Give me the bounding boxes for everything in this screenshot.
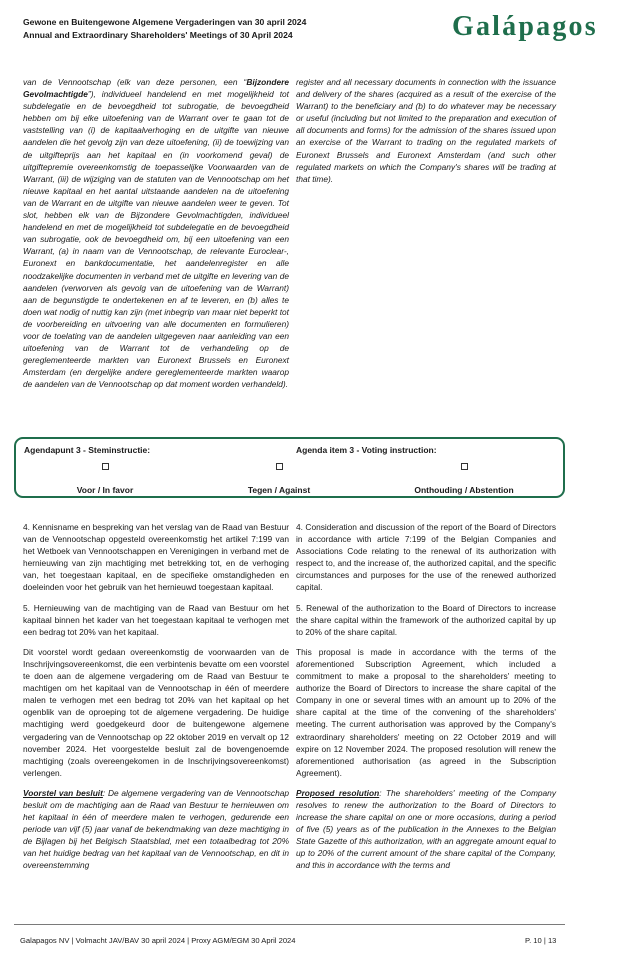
voting-instruction-box <box>14 437 565 498</box>
english-column <box>296 521 556 880</box>
vote-against-label: Tegen / Against <box>247 485 311 495</box>
voting-heading-english: Agenda item 3 - Voting instruction: <box>296 445 437 455</box>
proposal-explanation-en: This proposal is made in accordance with the terms of the aforementioned Subscription Agreement, which included a commitment to make a proposal to the shareholders' meeting to authorize the Board of Directors to increase the share capital of the Company in one or several times with an amount up to 20% of the share capital at the time of the convening of the shareholders' meeting. The current authorisation was approved by the Company's extraordinary shareholders' meeting on 22 October 2019 and will expire on 12 November 2024. The proposed resolution will renew the aforementioned authorisation (as agreed in the Subscription Agreement). <box>296 646 556 778</box>
proposed-resolution-nl <box>23 787 289 872</box>
header-title-english: Annual and Extraordinary Shareholders' Meetings of 30 April 2024 <box>23 29 293 40</box>
header-title-dutch: Gewone en Buitengewone Algemene Vergaderingen van 30 april 2024 <box>23 17 307 27</box>
agenda-item-4-en: 4. Consideration and discussion of the report of the Board of Directors in accordance with article 7:199 of the Belgian Companies and Associations Code relating to the renewal of its authorization with respect to, and the increase of, the authorized capital, and the specific circumstances and purposes for the use of the renewed authorized capital. <box>296 522 556 593</box>
special-attorney-term: Bijzondere Gevolmachtigde <box>23 77 289 100</box>
proposed-resolution-text-nl: : De algemene vergadering van de Vennootschap besluit om de machtiging aan de Raad van Bestuur te hernieuwen om het kapitaal in één of meerdere malen te verhogen, gedurende een periode van vijf (5) jaar vanaf de bekendmaking van deze machtiging in de Bijlagen bij het Belgisch Staatsblad, met een totaalbedrag tot 20% van het huidige bedrag van het kapitaal van de Vennootschap, en dit in overeenstemming <box>23 787 289 871</box>
vote-for-label: Voor / In favor <box>76 485 134 495</box>
page-number: P. 10 | 13 <box>525 936 557 945</box>
right-continued-text: register and all necessary documents in connection with the issuance and delivery of the shares (acquired as a result of the exercise of the Warrant) to the beneficiary and (b) to do whatever may be necessary or useful (including but not limited to the preparation and execution of all documents and forms) for the admission of the shares issued upon an exercise of the Warrant to trading on the regulated markets of Euronext Brussels and Euronext Amsterdam (and such other regulated markets on which the Company's shares will be trading at that time). <box>296 77 556 184</box>
vote-against-checkbox[interactable] <box>276 463 283 470</box>
footer-document-info: Galapagos NV | Volmacht JAV/BAV 30 april 2024 | Proxy AGM/EGM 30 April 2024 <box>20 936 296 945</box>
left-text-part-1: van de Vennootschap (elk van deze personen, een “ <box>23 77 247 87</box>
proposed-resolution-label-nl: Voorstel van besluit <box>23 787 103 798</box>
galapagos-logo: Galápagos <box>452 11 598 42</box>
proposal-explanation-nl: Dit voorstel wordt gedaan overeenkomstig de voorwaarden van de Inschrijvingsovereenkomst, die een verbintenis bevatte om een voorstel te doen aan de algemene vergadering om de Raad van Bestuur te machtigen om het kapitaal van de Vennootschap in één of meerdere malen te verhogen met een bedrag tot 20% van het kapitaal op het ogenblik van de oproeping tot de algemene vergadering. De huidige machtiging werd goedgekeurd door de buitengewone algemene vergadering van de Vennootschap op 22 oktober 2019 en vervalt op 12 november 2024. Het voorgestelde besluit zal de bovengenoemde machtiging (zoals overeengekomen in de Inschrijvingsovereenkomst) verlengen. <box>23 646 289 778</box>
proposed-resolution-text-en: : The shareholders' meeting of the Company resolves to renew the authorization to the Board of Directors to increase the share capital on one or more occasions, during a period of five (5) years as of the publication in the Annexes to the Belgian State Gazette of this authorization, with an aggregate amount equal to up to 20% of the current amount of the share capital of the Company, and this in accordance with the terms and <box>296 787 556 871</box>
vote-abstain-label: Onthouding / Abstention <box>414 485 514 495</box>
left-text-part-2: ”), individueel handelend en met mogelijkheid tot subdelegatie en de bevoegdheid tot subrogatie, de bevoegdheid hebben om bij elke uitoefening van de Warrant over te gaan tot de vaststelling van (i) de kapitaalverhoging en de uitgifte van nieuwe aandelen die het gevolg zijn van deze uitoefening, (ii) de toewijzing van de uitgifteprijs aan het kapitaal en (in voorkomend geval) de uitgiftepremie overeenkomstig de toepasselijke Voorwaarden van de Warrant, (iii) de wijziging van de statuten van de Vennootschap om het nieuwe kapitaal en het aantal uitstaande aandelen na de uitoefening van de Warrant en de uitgifte van nieuwe aandelen weer te geven. Tot slot, hebben elk van de Bijzondere Gevolmachtigden, individueel handelend en met de mogelijkheid tot subdelegatie en de bevoegdheid van subrogatie, ook de bevoegdheid om, bij een uitoefening van een Warrant, (a) in naam van de Vennootschap, de relevante Euroclear-, Euronext en bankdocumentatie, het aandelenregister en alle noodzakelijke documenten in verband met de uitgifte en levering van de aandelen (verworven als gevolg van de uitoefening van de Warrant) aan de begunstigde te ondertekenen en af te leveren, en (b) alles te doen wat nodig of nuttig kan zijn (met inbegrip van maar niet beperkt tot de voorbereiding en uitvoering van alle documenten en formulieren) voor de toelating van de aandelen uitgegeven naar aanleiding van een uitoefening van de Warrant tot de verhandeling op de gereglementeerde markten van Euronext Brussels en Euronext Amsterdam (en dergelijke andere gereglementeerde markten waarop de aandelen van de Vennootschap op dat moment worden verhandeld). <box>23 89 289 390</box>
document-header-title <box>23 16 306 41</box>
proposed-resolution-en <box>296 787 556 872</box>
agenda-item-4-nl: 4. Kennisname en bespreking van het verslag van de Raad van Bestuur van de Vennootschap opgesteld overeenkomstig het artikel 7:199 van het Wetboek van Vennootschappen en Verenigingen in verband met de hernieuwing van zijn machtiging met betrekking tot, en de verhoging van, het toegestaan kapitaal, en de specifieke omstandigheden en doeleinden voor het gebruik van het hernieuwd toegestaan kapitaal. <box>23 522 289 593</box>
vote-for-checkbox[interactable] <box>102 463 109 470</box>
dutch-column <box>23 521 289 880</box>
vote-abstain-checkbox[interactable] <box>461 463 468 470</box>
voting-heading-dutch: Agendapunt 3 - Steminstructie: <box>24 445 151 455</box>
agenda-item-5-en: 5. Renewal of the authorization to the Board of Directors to increase the share capital within the framework of the authorized capital by up to 20% of the share capital. <box>296 602 556 637</box>
footer-divider <box>14 924 565 925</box>
agenda-item-5-nl: 5. Hernieuwing van de machtiging van de Raad van Bestuur om het kapitaal binnen het kader van het toegestaan kapitaal te verhogen met een bedrag tot 20% van het kapitaal. <box>23 602 289 637</box>
proposed-resolution-label-en: Proposed resolution <box>296 787 380 798</box>
left-continued-text <box>23 76 289 390</box>
